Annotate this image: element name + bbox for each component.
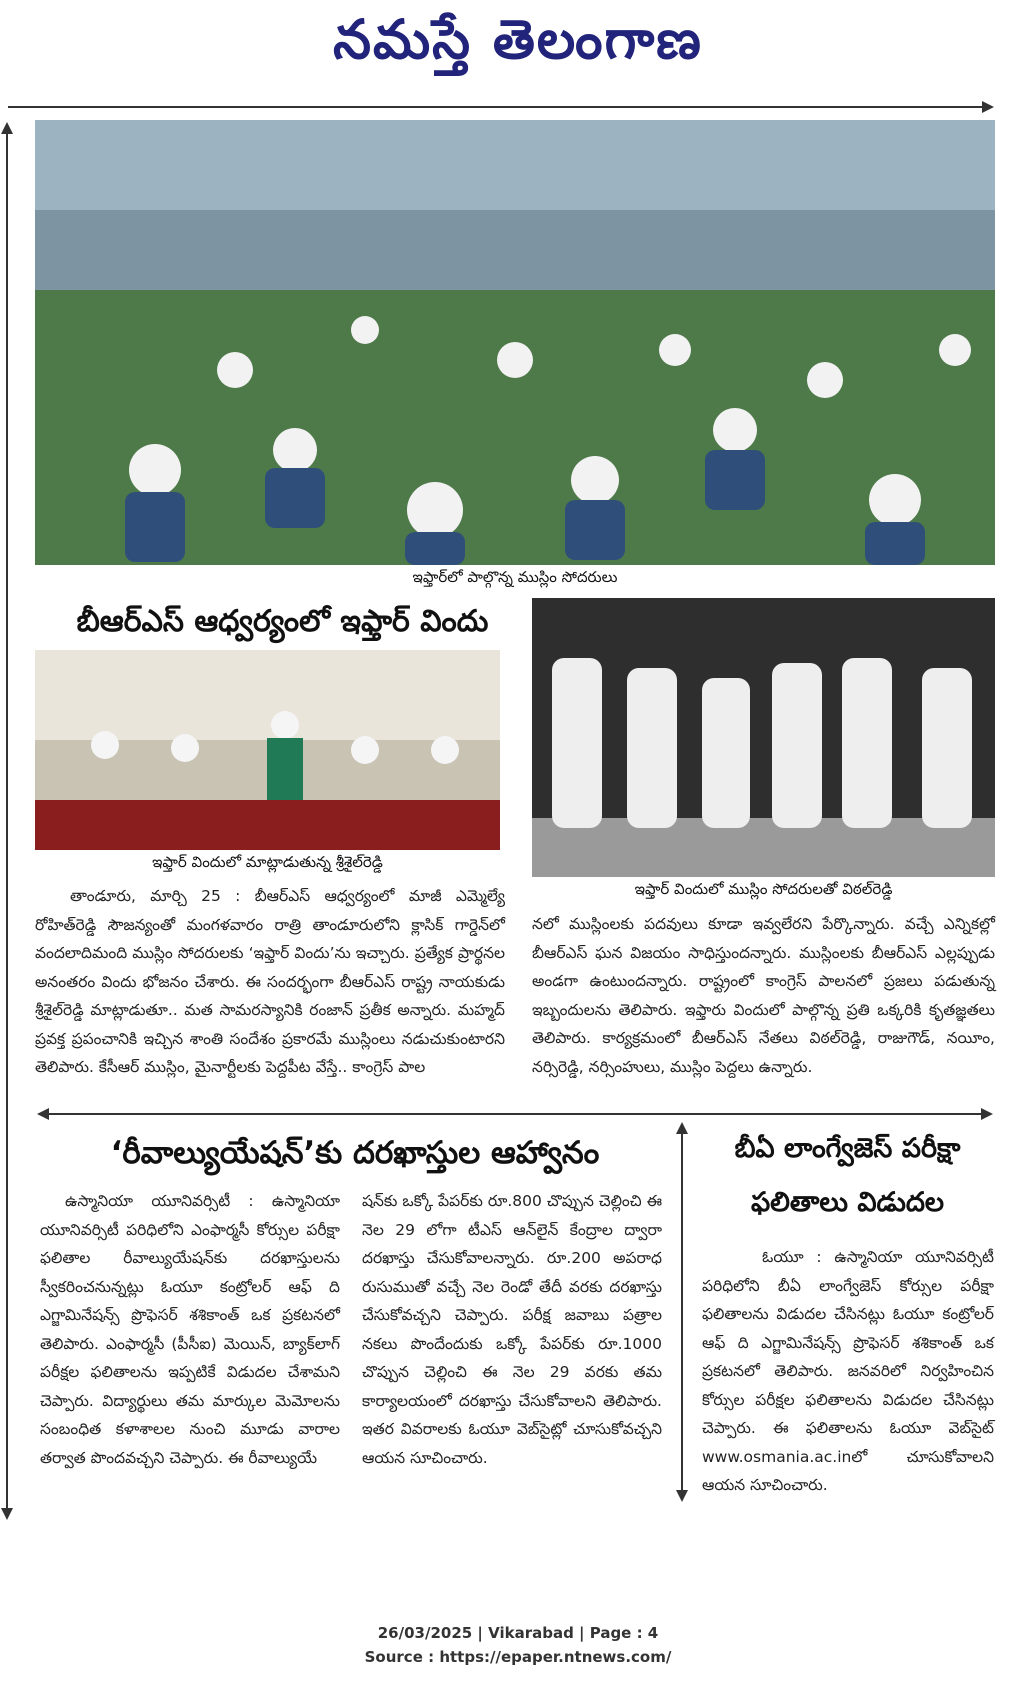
story-three-body: ఓయూ : ఉస్మానియా యూనివర్సిటీ పరిధిలోని బీఏ లాంగ్వేజెస్ కోర్సుల పరీక్షా ఫలితాలను విడుదల చేసినట్లు ఓయూ కంట్రోలర్ ఆఫ్ ది ఎగ్జామినేషన్స్ ప్రొఫెసర్ శశికాంత్ ఒక ప్రకటనలో తెలిపారు. జనవరిలో నిర్వహించిన కోర్సుల పరీక్షల ఫలితాలను విడుదల చేసినట్లు చెప్పారు. ఈ ఫలితాలను ఓయూ వెబ్‌సైట్ www.osmania.ac.inలో చూసుకోవాలని ఆయన సూచించారు. [702,1248,994,1494]
main-photo-caption: ఇఫ్తార్‌లో పాల్గొన్న ముస్లిం సోదరులు [35,565,995,591]
divider-arrow [6,132,8,1517]
arrow-right-icon [981,1108,993,1120]
footer-source: Source : https://epaper.ntnews.com/ [364,1648,672,1666]
divider-arrow [48,1113,981,1115]
arrow-down-icon [676,1490,688,1502]
arrow-down-icon [1,1508,13,1520]
left-photo-caption: ఇఫ్తార్ విందులో మాట్లాడుతున్న శ్రీశైల్‌రెడ్డి [35,850,500,876]
group-photo-illustration [532,598,995,878]
story-three-headline-line1: బీఏ లాంగ్వేజెస్ పరీక్షా [734,1133,961,1164]
divider-arrow [681,1132,683,1492]
masthead-title: నమస్తే తెలంగాణ [333,8,703,71]
main-photo [35,120,995,565]
story-two-headline: ‘రీవాల్యుయేషన్’కు దరఖాస్తుల ఆహ్వానం [110,1135,600,1171]
crowd-photo-illustration [35,120,995,565]
footer-date-edition: 26/03/2025 | Vikarabad | Page : 4 [377,1624,659,1642]
story-body-left: తాండూరు, మార్చి 25 : బీఆర్‌ఎస్ ఆధ్వర్యంలో మాజీ ఎమ్మెల్యే రోహిత్‌రెడ్డి సౌజన్యంతో మంగళవారం రాత్రి తాండూరులోని క్లాసిక్ గార్డెన్‌లో వందలాదిమంది ముస్లిం సోదరులకు ‘ఇఫ్తార్ విందు’ను ఇచ్చారు. ప్రత్యేక ప్రార్థనల అనంతరం విందు భోజనం చేశారు. ఈ సందర్భంగా బీఆర్‌ఎస్ రాష్ట్ర నాయకుడు శ్రీశైల్‌రెడ్డి మాట్లాడుతూ.. మత సామరస్యానికి రంజాన్ ప్రతీక అన్నారు. మహ్మద్ ప్రవక్త ప్రపంచానికి ఇచ్చిన శాంతి సందేశం ప్రకారమే ముస్లింలు నడుచుకుంటారని తెలిపారు. కేసీఆర్ ముస్లిం, మైనార్టీలకు పెద్దపీట వేస్తే.. కాంగ్రెస్ పాల [35,887,505,1076]
left-photo [35,650,500,850]
story-headline: బీఆర్‌ఎస్ ఆధ్వర్యంలో ఇఫ్తార్ విందు [76,604,489,639]
story-two-column-1: ఉస్మానియా యూనివర్సిటీ : ఉస్మానియా యూనివర్సిటీ పరిధిలోని ఎంఫార్మసీ కోర్సుల పరీక్షా ఫలితాల రీవాల్యుయేషన్‌కు దరఖాస్తులను స్వీకరించనున్నట్లు ఓయూ కంట్రోలర్ ఆఫ్ ది ఎగ్జామినేషన్స్ ప్రొఫెసర్ శశికాంత్ ఒక ప్రకటనలో తెలిపారు. ఎంఫార్మసీ (పీసీఐ) మెయిన్, బ్యాక్‌లాగ్ పరీక్షల ఫలితాలను ఇప్పటికే విడుదల చేశామని చెప్పారు. విద్యార్థులు తమ మార్కుల మెమోలను సంబంధిత కళాశాలల నుంచి మూడు వారాల తర్వాత పొందవచ్చని చెప్పారు. ఈ రీవాల్యుయే [40,1192,340,1467]
arrow-right-icon [982,101,994,113]
divider-arrow [8,106,983,108]
story-three-headline-line2: ఫలితాలు విడుదల [750,1187,945,1218]
right-photo-caption: ఇఫ్తార్ విందులో ముస్లిం సోదరులతో విఠల్‌రెడ్డి [532,877,995,903]
story-body-right: నలో ముస్లింలకు పదవులు కూడా ఇవ్వలేరని పేర్కొన్నారు. వచ్చే ఎన్నికల్లో బీఆర్‌ఎస్ ఘన విజయం సాధిస్తుందన్నారు. ముస్లింలకు బీఆర్‌ఎస్ ఎల్లప్పుడు అండగా ఉంటుందన్నారు. రాష్ట్రంలో కాంగ్రెస్ పాలనలో ప్రజలు పడుతున్న ఇబ్బందులను తెలిపారు. ఇఫ్తారు విందులో పాల్గొన్న ప్రతి ఒక్కరికి కృతజ్ఞతలు తెలిపారు. కార్యక్రమంలో బీఆర్‌ఎస్ నేతలు విఠల్‌రెడ్డి, రాజుగౌడ్, నయీం, నర్సిరెడ్డి, నర్సింహులు, ముస్లిం పెద్దలు ఉన్నారు. [532,915,995,1076]
speaker-photo-illustration [35,650,500,850]
story-two-column-2: షన్‌కు ఒక్కో పేపర్‌కు రూ.800 చొప్పున చెల్లించి ఈ నెల 29 లోగా టీఎస్ ఆన్‌లైన్ కేంద్రాల ద్వారా దరఖాస్తు చేసుకోవాలన్నారు. రూ.200 అపరాధ రుసుముతో వచ్చే నెల రెండో తేదీ వరకు దరఖాస్తు చేసుకోవచ్చని చెప్పారు. పరీక్ష జవాబు పత్రాల నకలు పొందేందుకు ఒక్కో పేపర్‌కు రూ.1000 చొప్పున చెల్లించి ఈ నెల 29 వరకు తమ కార్యాలయంలో దరఖాస్తు చేసుకోవాలని తెలిపారు. ఇతర వివరాలకు ఓయూ వెబ్‌సైట్లో చూసుకోవచ్చని ఆయన సూచించారు. [362,1192,662,1467]
right-photo [532,598,995,878]
